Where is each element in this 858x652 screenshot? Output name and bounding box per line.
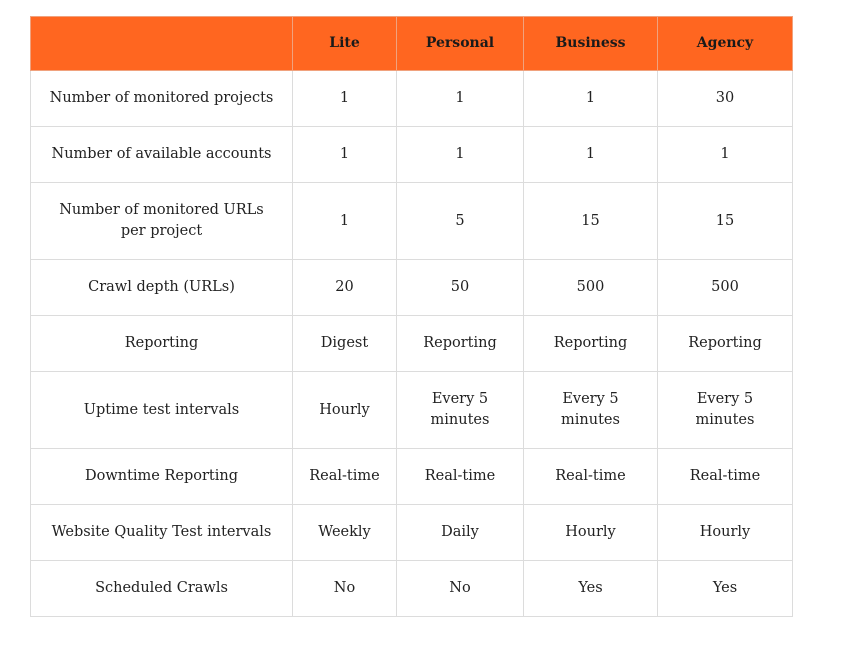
cell-personal: 5 [397, 183, 524, 260]
cell-agency: Reporting [658, 316, 793, 372]
header-cell-personal: Personal [397, 17, 524, 71]
cell-business: 15 [524, 183, 658, 260]
cell-lite: 1 [293, 183, 397, 260]
cell-lite: Digest [293, 316, 397, 372]
table-row [31, 127, 793, 183]
row-label: Number of monitored URLs per project [31, 183, 293, 260]
cell-agency: Real-time [658, 449, 793, 505]
cell-lite: Hourly [293, 372, 397, 449]
row-label: Crawl depth (URLs) [31, 260, 293, 316]
cell-agency: 500 [658, 260, 793, 316]
cell-business: Yes [524, 561, 658, 617]
cell-personal: 1 [397, 71, 524, 127]
cell-business: 1 [524, 127, 658, 183]
cell-personal: 1 [397, 127, 524, 183]
cell-agency: Every 5 minutes [658, 372, 793, 449]
cell-lite: 1 [293, 71, 397, 127]
cell-business: 1 [524, 71, 658, 127]
header-cell-empty [31, 17, 293, 71]
cell-lite: 20 [293, 260, 397, 316]
table-row [31, 372, 793, 449]
cell-agency: 30 [658, 71, 793, 127]
cell-agency: 15 [658, 183, 793, 260]
cell-business: Real-time [524, 449, 658, 505]
row-label: Reporting [31, 316, 293, 372]
cell-personal: 50 [397, 260, 524, 316]
cell-personal: Daily [397, 505, 524, 561]
cell-personal: Real-time [397, 449, 524, 505]
cell-personal: No [397, 561, 524, 617]
row-label: Website Quality Test intervals [31, 505, 293, 561]
cell-agency: Yes [658, 561, 793, 617]
cell-lite: Weekly [293, 505, 397, 561]
cell-business: Every 5 minutes [524, 372, 658, 449]
pricing-comparison-table [30, 16, 793, 617]
table-row [31, 505, 793, 561]
cell-lite: 1 [293, 127, 397, 183]
table-row [31, 260, 793, 316]
header-cell-business: Business [524, 17, 658, 71]
cell-personal: Every 5 minutes [397, 372, 524, 449]
cell-lite: No [293, 561, 397, 617]
pricing-comparison-table-wrapper [30, 16, 793, 617]
cell-business: Reporting [524, 316, 658, 372]
row-label: Uptime test intervals [31, 372, 293, 449]
table-row [31, 561, 793, 617]
cell-lite: Real-time [293, 449, 397, 505]
cell-business: Hourly [524, 505, 658, 561]
header-row [31, 17, 793, 71]
row-label: Scheduled Crawls [31, 561, 293, 617]
table-row [31, 316, 793, 372]
header-cell-lite: Lite [293, 17, 397, 71]
header-cell-agency: Agency [658, 17, 793, 71]
cell-personal: Reporting [397, 316, 524, 372]
cell-business: 500 [524, 260, 658, 316]
cell-agency: 1 [658, 127, 793, 183]
row-label: Number of monitored projects [31, 71, 293, 127]
row-label: Downtime Reporting [31, 449, 293, 505]
table-row [31, 449, 793, 505]
table-row [31, 71, 793, 127]
cell-agency: Hourly [658, 505, 793, 561]
row-label: Number of available accounts [31, 127, 293, 183]
table-row [31, 183, 793, 260]
